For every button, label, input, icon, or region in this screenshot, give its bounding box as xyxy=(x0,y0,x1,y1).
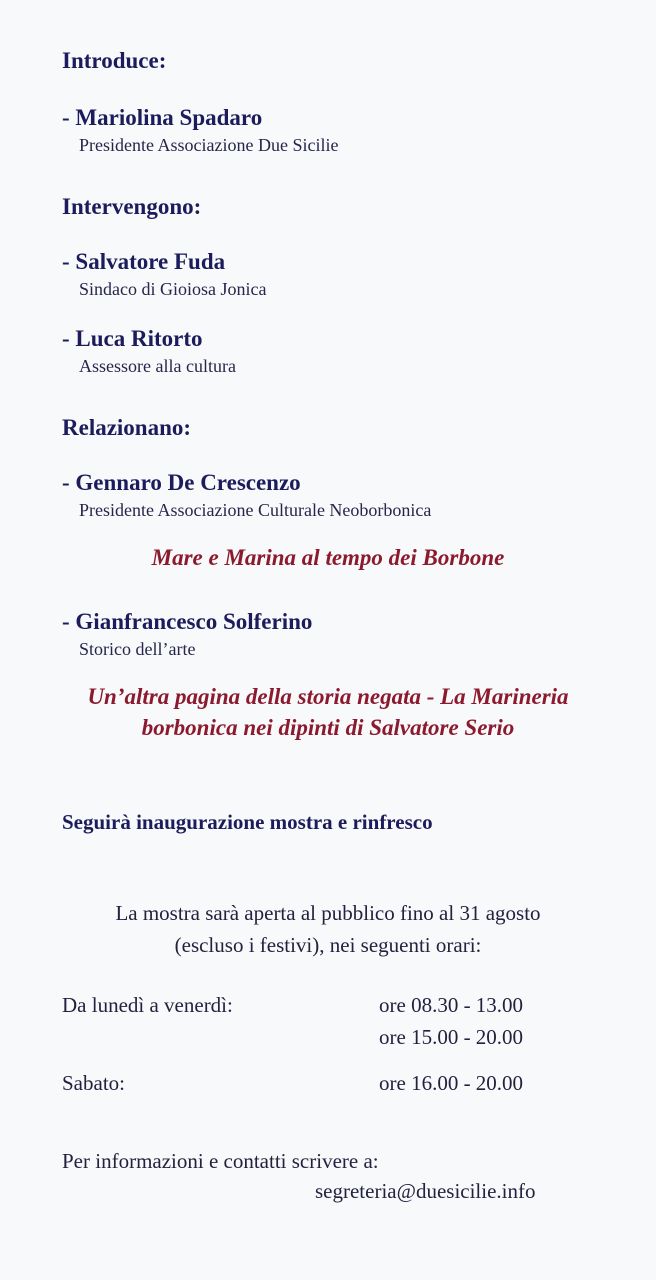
speaker-name: - Salvatore Fuda xyxy=(62,249,226,274)
schedule-time: ore 15.00 - 20.00 xyxy=(379,1025,524,1049)
speaker-name: - Luca Ritorto xyxy=(62,326,203,351)
speaker-role: Presidente Associazione Due Sicilie xyxy=(79,135,339,155)
schedule-time: ore 08.30 - 13.00 xyxy=(379,993,524,1017)
schedule-day-weekdays: Da lunedì a venerdì: xyxy=(62,993,233,1017)
talk-title: Mare e Marina al tempo dei Borbone xyxy=(151,545,505,570)
exhibition-intro-line-1: La mostra sarà aperta al pubblico fino al 31 agosto xyxy=(115,901,541,925)
speaker-role: Sindaco di Gioiosa Jonica xyxy=(79,279,267,299)
heading-intervengono: Intervengono: xyxy=(62,194,202,219)
heading-relazionano: Relazionano: xyxy=(62,415,192,440)
schedule-time: ore 16.00 - 20.00 xyxy=(379,1071,524,1095)
talk-title-line-2: borbonica nei dipinti di Salvatore Serio xyxy=(141,715,515,740)
contact-email[interactable]: segreteria@duesicilie.info xyxy=(315,1179,536,1203)
heading-introduce: Introduce: xyxy=(62,48,167,73)
exhibition-intro-line-2: (escluso i festivi), nei seguenti orari: xyxy=(174,933,482,957)
follow-up-note: Seguirà inaugurazione mostra e rinfresco xyxy=(62,810,433,834)
speaker-name: - Mariolina Spadaro xyxy=(62,105,263,130)
speaker-role: Presidente Associazione Culturale Neoborbonica xyxy=(79,500,432,520)
speaker-role: Assessore alla cultura xyxy=(79,356,236,376)
contact-label: Per informazioni e contatti scrivere a: xyxy=(62,1149,379,1173)
speaker-name: - Gianfrancesco Solferino xyxy=(62,609,313,634)
talk-title-line-1: Un’altra pagina della storia negata - La Marineria xyxy=(87,684,569,709)
speaker-name: - Gennaro De Crescenzo xyxy=(62,470,301,495)
speaker-role: Storico dell’arte xyxy=(79,639,196,659)
schedule-day-saturday: Sabato: xyxy=(62,1071,125,1095)
